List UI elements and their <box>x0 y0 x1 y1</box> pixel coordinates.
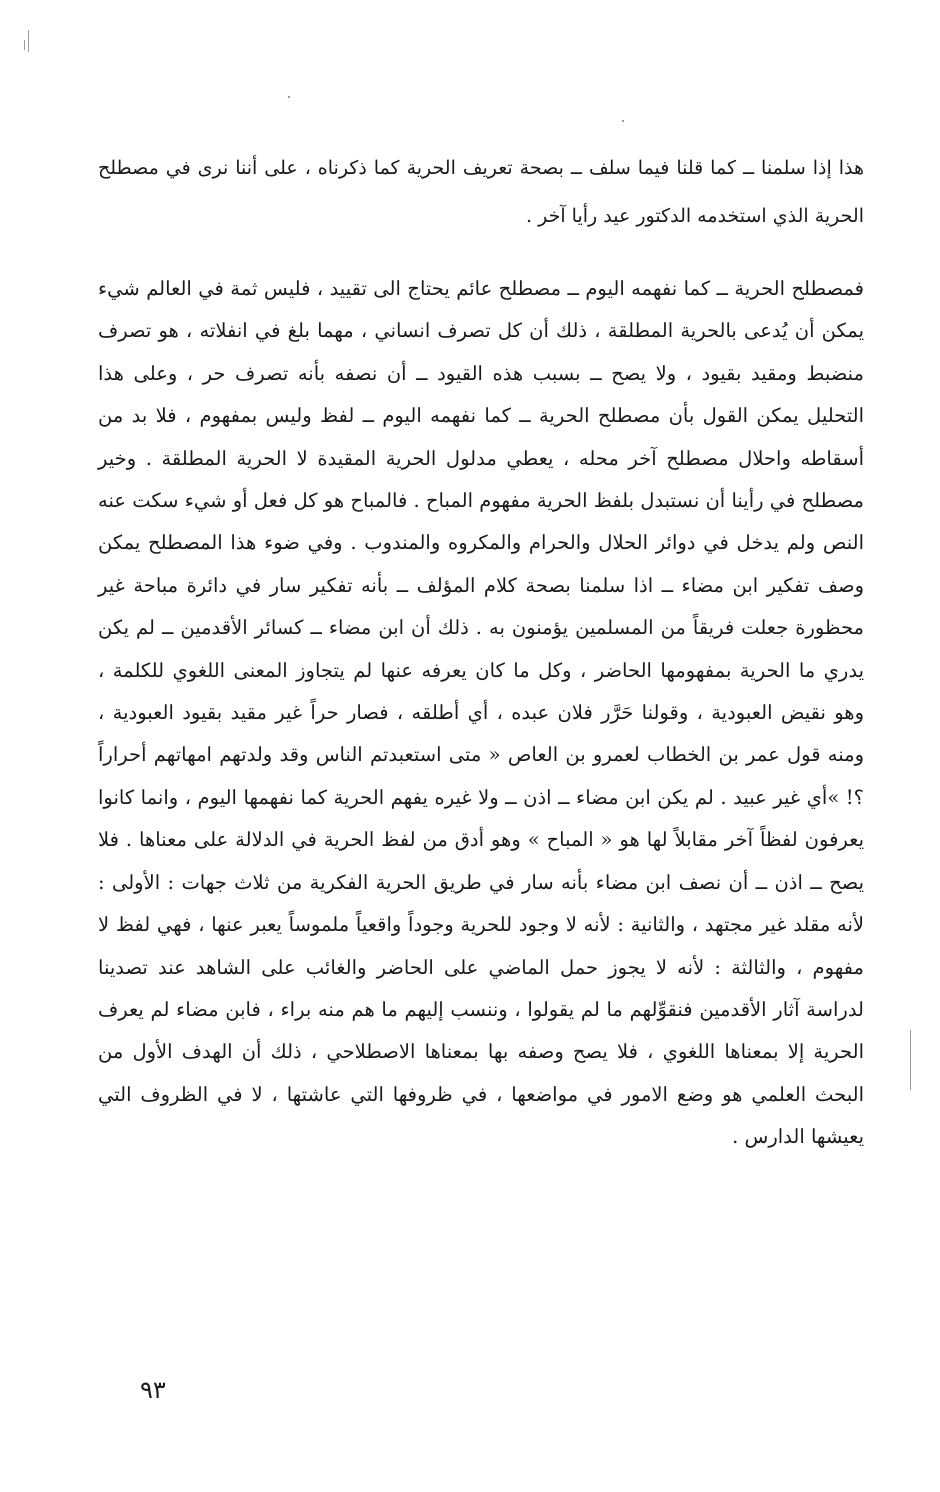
scan-artifact <box>910 1030 911 1090</box>
scan-artifact <box>28 30 29 52</box>
scan-artifact <box>288 96 290 98</box>
body-paragraph: فمصطلح الحرية ــ كما نفهمه اليوم ــ مصطلح عائم يحتاج الى تقييد ، فليس ثمة في العالم شيء يمكن أن يُدعى بالحرية المطلقة ، ذلك أن كل تصرف انساني ، مهما بلغ في انفلاته ، هو تصرف منضبط ومقيد بقيود ، ولا يصح ــ بسبب هذه القيود ــ أن نصفه بأنه تصرف حر ، وعلى هذا التحليل يمكن القول بأن مصطلح الحرية ــ كما نفهمه اليوم ــ لفظ وليس بمفهوم ، فلا بد من أسقاطه واحلال مصطلح آخر محله ، يعطي مدلول الحرية المقيدة لا الحرية المطلقة . وخير مصطلح في رأينا أن نستبدل بلفظ الحرية مفهوم المباح . فالمباح هو كل فعل أو شيء سكت عنه النص ولم يدخل في دوائر الحلال والحرام والمكروه والمندوب . وفي ضوء هذا المصطلح يمكن وصف تفكير ابن مضاء ــ اذا سلمنا بصحة كلام المؤلف ــ بأنه تفكير سار في دائرة مباحة غير محظورة جعلت فريقاً من المسلمين يؤمنون به . ذلك أن ابن مضاء ــ كسائر الأقدمين ــ لم يكن يدري ما الحرية بمفهومها الحاضر ، وكل ما كان يعرفه عنها لم يتجاوز المعنى اللغوي للكلمة ، وهو نقيض العبودية ، وقولنا حَرَّر فلان عبده ، أي أطلقه ، فصار حراً غير مقيد بقيود العبودية ، ومنه قول عمر بن الخطاب لعمرو بن العاص « متى استعبدتم الناس وقد ولدتهم امهاتهم أحراراً ؟! »أي غير عبيد . لم يكن ابن مضاء ــ اذن ــ ولا غيره يفهم الحرية كما نفهمها اليوم ، وانما كانوا يعرفون لفظاً آخر مقابلاً لها هو « المباح » وهو أدق من لفظ الحرية في الدلالة على معناها . فلا يصح ــ اذن ــ أن نصف ابن مضاء بأنه سار في طريق الحرية الفكرية من ثلاث جهات : الأولى : لأنه مقلد غير مجتهد ، والثانية : لأنه لا وجود للحرية وجوداً واقعياً ملموساً يعبر عنها ، فهي لفظ لا مفهوم ، والثالثة : لأنه لا يجوز حمل الماضي على الحاضر والغائب على الشاهد عند تصدينا لدراسة آثار الأقدمين فنقوِّلهم ما لم يقولوا ، وننسب إليهم ما هم منه براء ، فابن مضاء لم يعرف الحرية إلا بمعناها اللغوي ، فلا يصح وصفه بها بمعناها الاصطلاحي ، ذلك أن الهدف الأول من البحث العلمي هو وضع الامور في مواضعها ، في ظروفها التي عاشتها ، لا في الظروف التي يعيشها الدارس . <box>98 277 864 1149</box>
scan-artifact <box>622 120 624 122</box>
intro-paragraph: هذا إذا سلمنا ــ كما قلنا فيما سلف ــ بصحة تعريف الحرية كما ذكرناه ، على أننا نرى في مصطلح الحرية الذي استخدمه الدكتور عيد رأيا آخر . <box>98 157 864 227</box>
page-number: ٩٣ <box>140 1376 166 1404</box>
scan-artifact <box>24 40 25 50</box>
